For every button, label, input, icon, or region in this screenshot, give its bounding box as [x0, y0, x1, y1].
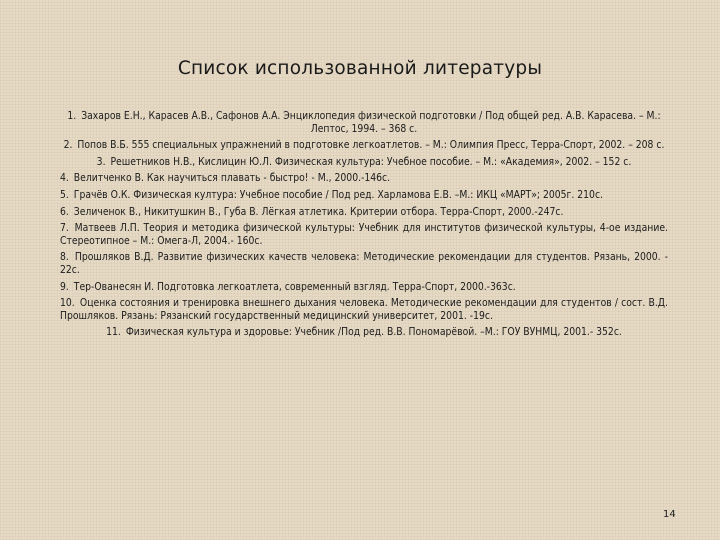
- reference-number: 8.: [60, 251, 69, 264]
- reference-item: [60, 189, 668, 202]
- reference-item: [60, 297, 668, 322]
- reference-text: Оценка состояния и тренировка внешнего дыхания человека. Методические рекомендации для студентов / сост. В.Д. Прошляков. Рязань: Рязанский государственный медицинский университет, 2001. -19с.: [60, 297, 668, 322]
- reference-item: [60, 206, 668, 219]
- reference-text: Матвеев Л.П. Теория и методика физической культуры: Учебник для институтов физической культуры, 4-ое издание. Стереотипное – М.: Омега-Л, 2004.- 160с.: [60, 222, 668, 247]
- reference-number: 4.: [60, 172, 69, 185]
- reference-number: 7.: [60, 222, 69, 235]
- slide-title: Список использованной литературы: [177, 58, 543, 79]
- reference-number: 3.: [96, 155, 106, 168]
- reference-item: [60, 326, 668, 339]
- reference-text: Прошляков В.Д. Развитие физических качеств человека: Методические рекомендации для студентов. Рязань, 2000. - 22с.: [60, 251, 668, 276]
- reference-text: Зеличенок В., Никитушкин В., Губа В. Лёгкая атлетика. Критерии отбора. Терра-Спорт, 2000.-247с.: [73, 205, 564, 218]
- reference-text: Тер-Ованесян И. Подготовка легкоатлета, современный взгляд. Терра-Спорт, 2000.-363с.: [73, 280, 516, 293]
- page-number: 14: [663, 509, 676, 520]
- reference-item: [60, 281, 668, 294]
- reference-item: [60, 110, 668, 135]
- reference-item: [60, 222, 668, 247]
- reference-number: 5.: [60, 188, 69, 201]
- reference-text: Физическая культура и здоровье: Учебник /Под ред. В.В. Пономарёвой. –М.: ГОУ ВУНМЦ, 2001.- 352с.: [125, 326, 622, 339]
- reference-text: Грачёв О.К. Физическая култура: Учебное пособие / Под ред. Харламова Е.В. –М.: ИКЦ «МАРТ»; 2005г. 210с.: [73, 188, 603, 201]
- reference-item: [60, 139, 668, 152]
- reference-text: Захаров Е.Н., Карасев А.В., Сафонов А.А. Энциклопедия физической подготовки / Под общей ред. А.В. Карасева. – М.: Лептос, 1994. – 368 с.: [81, 110, 661, 135]
- reference-text: Решетников Н.В., Кислицин Ю.Л. Физическая культура: Учебное пособие. – М.: «Академия», 2002. – 152 с.: [110, 155, 632, 168]
- reference-number: 6.: [60, 205, 69, 218]
- reference-item: [60, 156, 668, 169]
- reference-number: 2.: [63, 139, 73, 152]
- reference-item: [60, 172, 668, 185]
- reference-number: 9.: [60, 280, 69, 293]
- reference-number: 11.: [106, 326, 121, 339]
- reference-number: 10.: [60, 297, 75, 310]
- reference-text: Попов В.Б. 555 специальных упражнений в подготовке легкоатлетов. – М.: Олимпия Пресс, Терра-Спорт, 2002. – 208 с.: [77, 139, 665, 152]
- reference-text: Велитченко В. Как научиться плавать - быстро! - М., 2000.-146с.: [73, 172, 391, 185]
- reference-item: [60, 251, 668, 276]
- reference-number: 1.: [67, 110, 77, 122]
- bibliography-list: [60, 110, 668, 343]
